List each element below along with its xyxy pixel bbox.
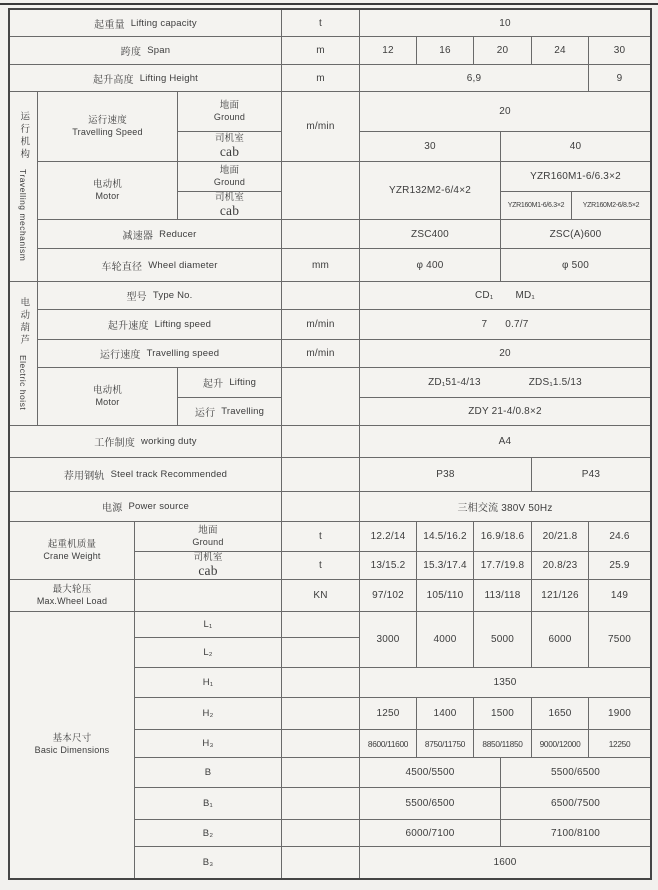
hoist-motor-unit-empty xyxy=(282,368,360,426)
hoist-type-label-zh: 型号 xyxy=(126,292,147,303)
crane-weight-cab-value: 17.7/19.8 xyxy=(474,552,532,580)
reducer-label xyxy=(38,220,282,249)
hoist-motor-lifting-en: Lifting xyxy=(229,377,257,388)
hoist-lifting-speed-label xyxy=(38,310,282,340)
travelling-motor-cab-value-2: YZR160M2-6/8.5×2 xyxy=(572,192,650,220)
span-value: 20 xyxy=(474,37,532,65)
dim-l-value: 6000 xyxy=(532,612,589,668)
dim-h2-value: 1250 xyxy=(360,698,417,730)
working-duty-unit-empty xyxy=(282,426,360,458)
dim-b3-label: B₃ xyxy=(135,847,282,878)
dim-b-value-right: 5500/6500 xyxy=(501,758,650,788)
lifting-height-unit: m xyxy=(282,65,360,92)
span-value: 24 xyxy=(532,37,589,65)
dim-b2-label: B₂ xyxy=(135,820,282,847)
cab-sublabel xyxy=(178,132,282,162)
dim-b3-value: 1600 xyxy=(493,857,517,868)
hoist-motor-lifting-values xyxy=(360,368,650,398)
wheel-diameter-label xyxy=(38,249,282,282)
hoist-type-values xyxy=(360,282,650,310)
travelling-speed-cab-left: 30 xyxy=(360,132,501,162)
dim-l-value: 4000 xyxy=(417,612,474,668)
hoist-motor-label-zh: 电动机 xyxy=(92,384,123,396)
dim-h1-unit-empty xyxy=(282,668,360,698)
travelling-speed-label-zh: 运行速度 xyxy=(88,114,127,126)
dim-l1-unit-empty xyxy=(282,612,360,638)
dim-b3-unit-empty xyxy=(282,847,360,878)
steel-track-value-right: P43 xyxy=(532,458,650,492)
hoist-motor-lifting-value-2: ZDS₁1.5/13 xyxy=(528,377,582,388)
ground-sublabel-zh: 地面 xyxy=(219,164,240,176)
working-duty-label xyxy=(10,426,282,458)
cab-sublabel xyxy=(135,552,282,580)
crane-spec-table xyxy=(8,8,652,880)
dim-h3-value: 8600/11600 xyxy=(360,730,417,758)
crane-weight-cab-value: 25.9 xyxy=(589,552,650,580)
hoist-lifting-speed-value-1: 7 xyxy=(481,319,488,330)
hoist-travelling-speed-label xyxy=(38,340,282,368)
ground-sublabel-en: Ground xyxy=(192,536,224,547)
dim-b2-value-left: 6000/7100 xyxy=(360,820,501,847)
steel-track-label-zh: 荐用钢轨 xyxy=(63,471,105,482)
dim-b-value-left: 4500/5500 xyxy=(360,758,501,788)
reducer-value-left: ZSC400 xyxy=(360,220,501,249)
hoist-lifting-speed-label-zh: 起升速度 xyxy=(107,321,149,332)
dim-h3-value: 9000/12000 xyxy=(532,730,589,758)
section-electric-hoist-en: Electric hoist xyxy=(18,354,29,411)
dim-b1-value-left: 5500/6500 xyxy=(360,788,501,820)
ground-sublabel-zh: 地面 xyxy=(198,524,218,536)
crane-weight-label-en: Crane Weight xyxy=(43,550,101,561)
power-source-value: 三相交流 380V 50Hz xyxy=(360,492,650,522)
hoist-type-label xyxy=(38,282,282,310)
lifting-height-label-zh: 起升高度 xyxy=(92,74,134,86)
dim-h3-unit-empty xyxy=(282,730,360,758)
travelling-motor-main-value: YZR132M2-6/4×2 xyxy=(360,162,501,220)
lifting-capacity-unit: t xyxy=(282,10,360,37)
ground-sublabel-en: Ground xyxy=(213,176,246,187)
ground-sublabel xyxy=(178,92,282,132)
hoist-travelling-speed-label-en: Travelling speed xyxy=(146,348,220,359)
hoist-lifting-speed-unit: m/min xyxy=(282,310,360,340)
lifting-height-label xyxy=(10,65,282,92)
section-electric-hoist xyxy=(10,282,38,426)
steel-track-label-en: Steel track Recommended xyxy=(110,469,228,480)
dim-h1-label: H₁ xyxy=(135,668,282,698)
dim-h2-value: 1900 xyxy=(589,698,650,730)
lifting-height-label-en: Lifting Height xyxy=(139,72,199,84)
hoist-motor-lifting-value-1: ZD₁51-4/13 xyxy=(428,377,481,388)
working-duty-value: A4 xyxy=(360,426,650,458)
span-unit: m xyxy=(282,37,360,65)
max-wheel-load-label-zh: 最大轮压 xyxy=(52,583,92,595)
cab-sublabel xyxy=(178,192,282,220)
hoist-type-value-2: MD₁ xyxy=(515,290,535,301)
crane-weight-ground-value: 24.6 xyxy=(589,522,650,552)
lifting-height-value-main: 6,9 xyxy=(360,65,589,92)
span-label-en: Span xyxy=(147,45,171,56)
cab-sublabel-en: cab xyxy=(219,202,240,218)
span-value: 30 xyxy=(589,37,650,65)
hoist-lifting-speed-values xyxy=(360,310,650,340)
ground-sublabel xyxy=(135,522,282,552)
dim-b2-value-right: 7100/8100 xyxy=(501,820,650,847)
steel-track-label xyxy=(10,458,282,492)
dim-h3-label: H₃ xyxy=(135,730,282,758)
dim-b1-unit-empty xyxy=(282,788,360,820)
travelling-speed-ground-value: 20 xyxy=(360,92,650,132)
dim-l-value: 3000 xyxy=(360,612,417,668)
lifting-capacity-label-zh: 起重量 xyxy=(94,19,125,31)
cab-sublabel-zh: 司机室 xyxy=(193,552,223,563)
hoist-travelling-speed-label-zh: 运行速度 xyxy=(99,350,141,361)
travelling-speed-unit: m/min xyxy=(282,92,360,162)
ground-sublabel xyxy=(178,162,282,192)
dim-h2-unit-empty xyxy=(282,698,360,730)
max-wheel-load-value: 149 xyxy=(589,580,650,612)
travelling-speed-label-en: Travelling Speed xyxy=(72,126,143,137)
crane-weight-cab-value: 15.3/17.4 xyxy=(417,552,474,580)
section-travelling-mechanism-en: Travelling mechanism xyxy=(18,169,29,262)
wheel-diameter-value-right: φ 500 xyxy=(501,249,650,282)
dim-b2-unit-empty xyxy=(282,820,360,847)
crane-weight-label-zh: 起重机质量 xyxy=(47,538,97,550)
crane-weight-ground-value: 20/21.8 xyxy=(532,522,589,552)
hoist-type-unit-empty xyxy=(282,282,360,310)
lifting-capacity-label xyxy=(10,10,282,37)
ground-sublabel-zh: 地面 xyxy=(219,99,240,111)
section-electric-hoist-zh: 电动葫芦 xyxy=(18,296,30,347)
crane-weight-ground-value: 12.2/14 xyxy=(360,522,417,552)
reducer-value-right: ZSC(A)600 xyxy=(501,220,650,249)
crane-weight-cab-value: 13/15.2 xyxy=(360,552,417,580)
travelling-motor-ground-right-value: YZR160M1-6/6.3×2 xyxy=(501,162,650,192)
power-source-label xyxy=(10,492,282,522)
travelling-motor-label-en: Motor xyxy=(95,190,120,201)
hoist-travelling-speed-unit: m/min xyxy=(282,340,360,368)
reducer-label-zh: 减速器 xyxy=(122,230,154,242)
section-travelling-mechanism-text xyxy=(18,111,29,261)
max-wheel-load-value: 97/102 xyxy=(360,580,417,612)
hoist-motor-label-en: Motor xyxy=(95,396,120,407)
wheel-diameter-label-zh: 车轮直径 xyxy=(101,261,143,273)
hoist-motor-travelling-en: Travelling xyxy=(221,406,265,417)
working-duty-label-en: working duty xyxy=(141,436,197,447)
basic-dimensions-label-en: Basic Dimensions xyxy=(34,745,110,756)
travelling-motor-cab-value-1: YZR160M1-6/6.3×2 xyxy=(501,192,572,220)
dim-h3-value: 8750/11750 xyxy=(417,730,474,758)
wheel-diameter-label-en: Wheel diameter xyxy=(148,259,218,271)
crane-weight-ground-value: 14.5/16.2 xyxy=(417,522,474,552)
max-wheel-load-label xyxy=(10,580,135,612)
scan-edge-line xyxy=(0,3,658,5)
cab-sublabel-en: cab xyxy=(219,143,240,159)
dim-l1-label: L₁ xyxy=(135,612,282,638)
lifting-capacity-label-en: Lifting capacity xyxy=(130,17,197,29)
hoist-motor-lifting-zh: 起升 xyxy=(202,379,224,390)
max-wheel-load-value: 105/110 xyxy=(417,580,474,612)
steel-track-value-left: P38 xyxy=(360,458,532,492)
dim-h2-label: H₂ xyxy=(135,698,282,730)
hoist-motor-travelling-sublabel xyxy=(178,398,282,426)
wheel-diameter-unit: mm xyxy=(282,249,360,282)
travelling-motor-unit-empty xyxy=(282,162,360,220)
hoist-lifting-speed-label-en: Lifting speed xyxy=(154,319,212,330)
crane-weight-ground-unit: t xyxy=(282,522,360,552)
max-wheel-load-label-en: Max.Wheel Load xyxy=(36,595,108,606)
crane-weight-ground-value: 16.9/18.6 xyxy=(474,522,532,552)
travelling-motor-label xyxy=(38,162,178,220)
reducer-label-en: Reducer xyxy=(159,228,197,240)
lifting-capacity-value: 10 xyxy=(360,10,650,37)
dim-h2-value: 1650 xyxy=(532,698,589,730)
dim-b1-value-right: 6500/7500 xyxy=(501,788,650,820)
ground-sublabel-en: Ground xyxy=(213,111,246,122)
cab-sublabel-en: cab xyxy=(198,562,218,578)
hoist-type-label-en: Type No. xyxy=(152,290,193,301)
dim-l2-label: L₂ xyxy=(135,638,282,668)
section-electric-hoist-text xyxy=(18,297,29,410)
dim-h3-value: 8850/11850 xyxy=(474,730,532,758)
max-wheel-load-unit: KN xyxy=(282,580,360,612)
hoist-type-value-1: CD₁ xyxy=(475,290,494,301)
travelling-speed-cab-right: 40 xyxy=(501,132,650,162)
span-value: 12 xyxy=(360,37,417,65)
max-wheel-load-value: 121/126 xyxy=(532,580,589,612)
reducer-unit-empty xyxy=(282,220,360,249)
hoist-motor-label xyxy=(38,368,178,426)
hoist-motor-lifting-sublabel xyxy=(178,368,282,398)
crane-weight-cab-unit: t xyxy=(282,552,360,580)
basic-dimensions-label xyxy=(10,612,135,878)
dim-h1-value: 1350 xyxy=(360,668,650,698)
max-wheel-load-sub-empty xyxy=(135,580,282,612)
dim-h3-value: 12250 xyxy=(589,730,650,758)
hoist-travelling-speed-value: 20 xyxy=(360,340,650,368)
crane-weight-cab-value: 20.8/23 xyxy=(532,552,589,580)
dim-h2-value: 1400 xyxy=(417,698,474,730)
dim-b1-label: B₁ xyxy=(135,788,282,820)
dim-l2-unit-empty xyxy=(282,638,360,668)
travelling-motor-label-zh: 电动机 xyxy=(92,178,123,190)
cab-sublabel-zh: 司机室 xyxy=(214,192,245,203)
span-label xyxy=(10,37,282,65)
working-duty-label-zh: 工作制度 xyxy=(94,438,136,449)
hoist-motor-travelling-value: ZDY 21-4/0.8×2 xyxy=(360,398,650,426)
lifting-height-value-last: 9 xyxy=(589,65,650,92)
max-wheel-load-value: 113/118 xyxy=(474,580,532,612)
dim-l-value: 5000 xyxy=(474,612,532,668)
dim-b-unit-empty xyxy=(282,758,360,788)
dim-b-label: B xyxy=(135,758,282,788)
dim-l-value: 7500 xyxy=(589,612,650,668)
basic-dimensions-label-zh: 基本尺寸 xyxy=(52,733,92,745)
power-source-label-zh: 电源 xyxy=(102,503,123,514)
span-label-zh: 跨度 xyxy=(120,47,142,58)
crane-weight-label xyxy=(10,522,135,580)
travelling-speed-label xyxy=(38,92,178,162)
dim-h2-value: 1500 xyxy=(474,698,532,730)
hoist-motor-travelling-zh: 运行 xyxy=(194,408,216,419)
cab-sublabel-zh: 司机室 xyxy=(214,132,245,144)
steel-track-unit-empty xyxy=(282,458,360,492)
section-travelling-mechanism-zh: 运行机构 xyxy=(18,111,30,162)
span-value: 16 xyxy=(417,37,474,65)
wheel-diameter-value-left: φ 400 xyxy=(360,249,501,282)
power-source-label-en: Power source xyxy=(128,501,189,512)
power-source-unit-empty xyxy=(282,492,360,522)
section-travelling-mechanism xyxy=(10,92,38,282)
hoist-lifting-speed-value-2: 0.7/7 xyxy=(505,319,529,330)
